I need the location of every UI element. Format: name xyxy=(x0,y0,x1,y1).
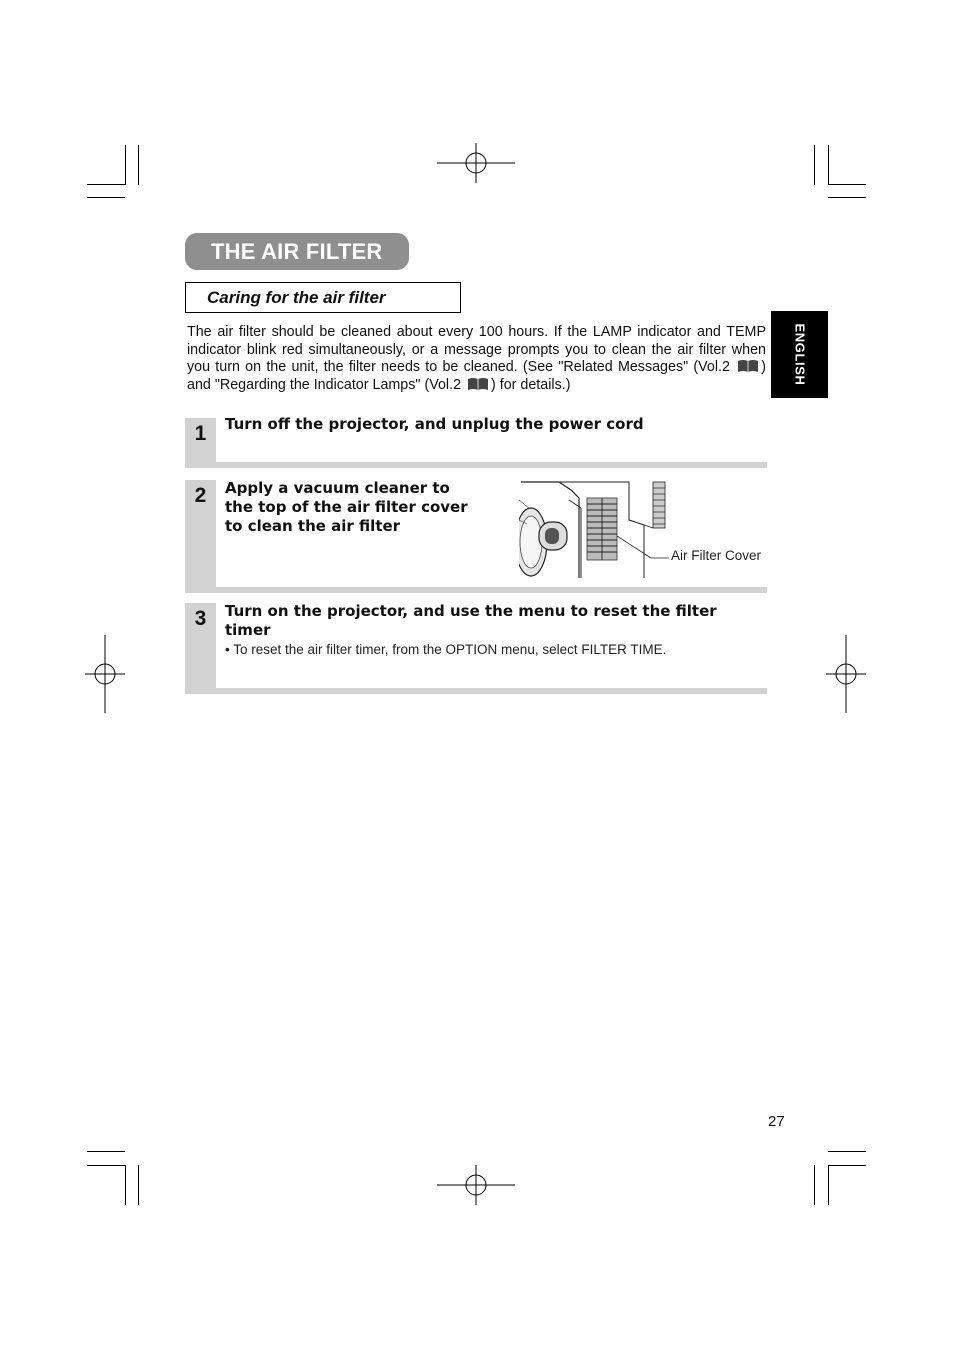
section-subtitle: Caring for the air filter xyxy=(185,282,461,313)
step-title-line: to clean the air filter xyxy=(225,517,401,535)
crop-mark xyxy=(828,1151,866,1152)
crop-mark xyxy=(125,145,126,185)
step-2 xyxy=(185,480,767,593)
crop-mark xyxy=(87,197,125,198)
crop-mark xyxy=(814,145,815,185)
language-tab xyxy=(771,311,828,398)
book-icon xyxy=(737,359,759,372)
step-title-line: Apply a vacuum cleaner to xyxy=(225,479,450,497)
intro-text: ) and "Regarding the Indicator Lamps" (Vol.2 xyxy=(187,359,766,393)
registration-mark-icon xyxy=(437,1165,517,1205)
crop-mark xyxy=(125,1165,126,1205)
step-note: • To reset the air filter timer, from the OPTION menu, select FILTER TIME. xyxy=(225,642,667,657)
crop-mark xyxy=(87,184,125,185)
book-icon xyxy=(467,377,489,390)
step-title-line: timer xyxy=(225,621,271,639)
crop-mark xyxy=(828,145,829,185)
crop-mark xyxy=(87,1151,125,1152)
crop-mark xyxy=(138,145,139,185)
intro-paragraph xyxy=(187,324,766,394)
intro-text: ) for details.) xyxy=(491,376,571,393)
step-3 xyxy=(185,603,767,694)
step-title-line: the top of the air filter cover xyxy=(225,498,468,516)
step-number: 3 xyxy=(194,607,207,630)
crop-mark xyxy=(87,1165,125,1166)
step-number: 1 xyxy=(194,422,207,445)
crop-mark xyxy=(828,197,866,198)
registration-mark-icon xyxy=(85,635,125,713)
step-1 xyxy=(185,415,767,468)
step-number: 2 xyxy=(194,484,207,507)
step-number-box xyxy=(185,603,216,688)
step-number-box xyxy=(185,480,216,587)
crop-mark xyxy=(828,184,866,185)
image-caption: Air Filter Cover xyxy=(671,548,762,563)
crop-mark xyxy=(138,1165,139,1205)
step-title xyxy=(225,479,468,536)
crop-mark xyxy=(814,1165,815,1205)
intro-text: The air filter should be cleaned about every 100 hours. If the LAMP indicator and TEMP indicator blink red simultaneously, or a message prompts you to clean the air filter when you turn on the unit, the filter needs to be cleaned. (See "Related Messages" (Vol.2 xyxy=(187,324,766,376)
step-number-box xyxy=(185,418,216,462)
crop-mark xyxy=(828,1165,829,1205)
crop-mark xyxy=(828,1165,866,1166)
step-title: Turn off the projector, and unplug the power cord xyxy=(225,415,644,433)
registration-mark-icon xyxy=(437,143,517,183)
registration-mark-icon xyxy=(826,635,866,713)
page-number: 27 xyxy=(768,1113,785,1130)
projector-illustration xyxy=(519,480,674,580)
step-title-line: Turn on the projector, and use the menu to reset the filter xyxy=(225,602,717,620)
language-tab-label: ENGLISH xyxy=(792,323,808,386)
page-title: THE AIR FILTER xyxy=(185,233,409,270)
step-title xyxy=(225,602,717,640)
